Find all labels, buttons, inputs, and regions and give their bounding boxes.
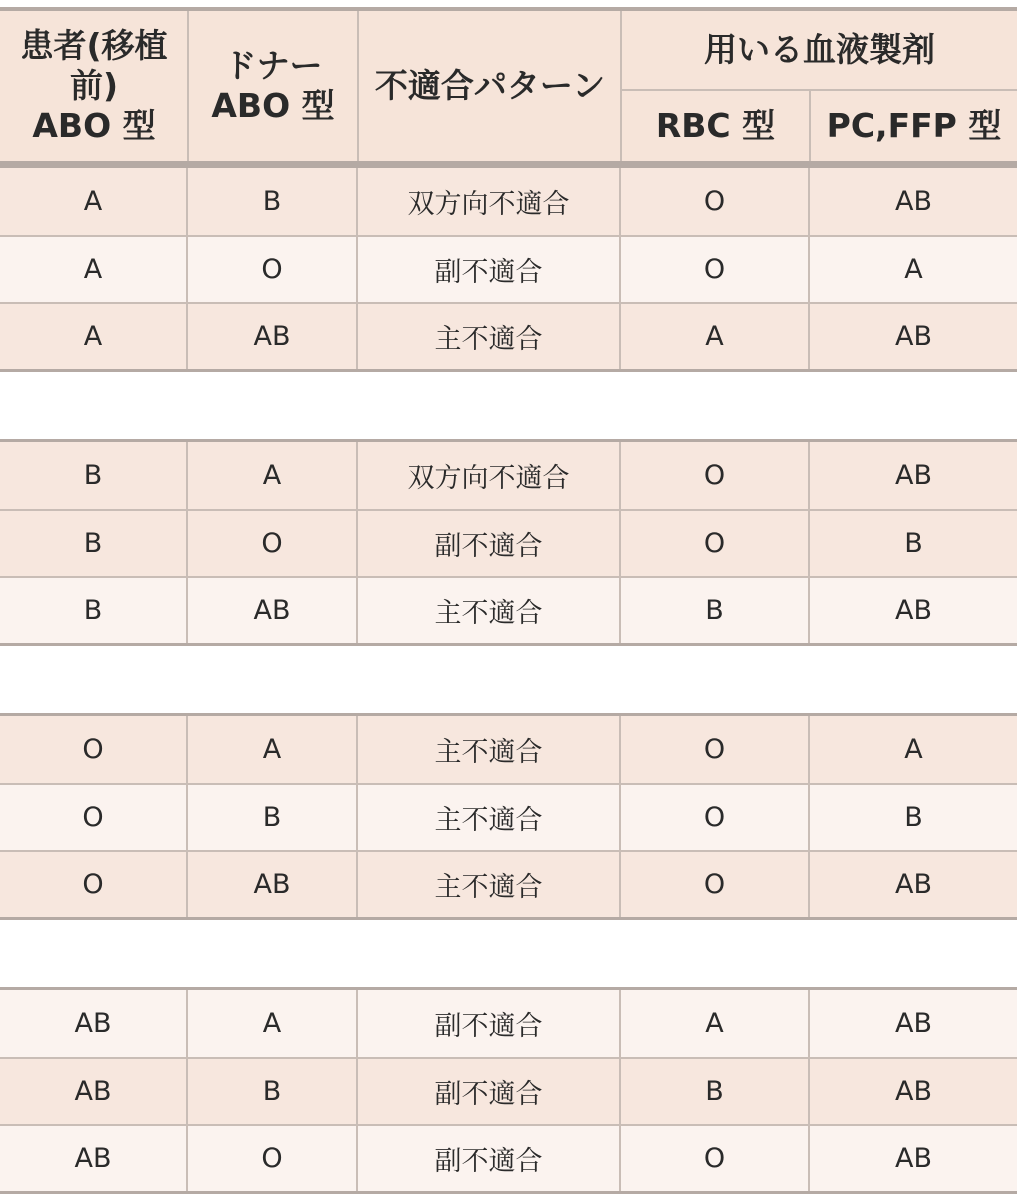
header-patient-type bbox=[0, 11, 188, 161]
cell-pattern: 副不適合 bbox=[358, 1126, 621, 1191]
cell-pc-ffp: AB bbox=[895, 1143, 932, 1174]
cell-donor: B bbox=[188, 1059, 358, 1124]
cell-pc-ffp: A bbox=[904, 734, 923, 765]
header-pattern bbox=[359, 11, 621, 161]
cell-pc-ffp: AB bbox=[895, 595, 932, 626]
cell-pattern: 主不適合 bbox=[358, 304, 621, 369]
cell-rbc: O bbox=[621, 785, 810, 850]
cell-pattern: 主不適合 bbox=[358, 785, 621, 850]
cell-pattern: 主不適合 bbox=[358, 852, 621, 917]
table-row bbox=[0, 990, 1017, 1057]
cell-pattern: 副不適合 bbox=[358, 990, 621, 1057]
cell-rbc: O bbox=[621, 168, 810, 235]
cell-pattern: 副不適合 bbox=[358, 237, 621, 302]
table-row bbox=[0, 168, 1017, 235]
cell-donor: A bbox=[188, 990, 358, 1057]
table-row bbox=[0, 576, 1017, 643]
table-row bbox=[0, 509, 1017, 576]
cell-pc-ffp: B bbox=[904, 528, 923, 559]
cell-rbc: B bbox=[621, 578, 810, 643]
table-row bbox=[0, 442, 1017, 509]
table-row bbox=[0, 1124, 1017, 1191]
cell-rbc: A bbox=[621, 990, 810, 1057]
group-spacer bbox=[0, 920, 1017, 987]
cell-rbc: O bbox=[621, 442, 810, 509]
cell-rbc: A bbox=[621, 304, 810, 369]
cell-rbc: O bbox=[621, 237, 810, 302]
cell-patient: O bbox=[0, 852, 188, 917]
cell-rbc: O bbox=[621, 511, 810, 576]
table-group-a bbox=[0, 165, 1017, 372]
cell-pattern: 副不適合 bbox=[358, 511, 621, 576]
cell-pc-ffp: AB bbox=[895, 869, 932, 900]
cell-donor: AB bbox=[188, 304, 358, 369]
cell-rbc: O bbox=[621, 852, 810, 917]
cell-donor: A bbox=[188, 716, 358, 783]
table-group-ab bbox=[0, 987, 1017, 1194]
table-row bbox=[0, 783, 1017, 850]
table-row bbox=[0, 302, 1017, 369]
header-patient-line-3: ABO 型 bbox=[32, 106, 156, 146]
cell-pattern: 双方向不適合 bbox=[358, 442, 621, 509]
cell-pc-ffp: AB bbox=[895, 1076, 932, 1107]
table-group-o bbox=[0, 713, 1017, 920]
cell-pattern: 主不適合 bbox=[358, 578, 621, 643]
header-rbc-label: RBC 型 bbox=[655, 105, 776, 145]
cell-patient: A bbox=[0, 237, 188, 302]
abo-compatibility-table bbox=[0, 7, 1017, 1194]
cell-rbc: O bbox=[621, 1126, 810, 1191]
cell-donor: O bbox=[188, 237, 358, 302]
header-rbc bbox=[622, 91, 809, 161]
cell-donor: AB bbox=[188, 852, 358, 917]
table-row bbox=[0, 850, 1017, 917]
cell-donor: B bbox=[188, 168, 358, 235]
cell-donor: A bbox=[188, 442, 358, 509]
table-row bbox=[0, 716, 1017, 783]
header-pc-ffp-label: PC,FFP 型 bbox=[826, 105, 1002, 145]
header-donor-type bbox=[189, 11, 357, 161]
cell-pc-ffp: AB bbox=[895, 186, 932, 217]
cell-pattern: 主不適合 bbox=[358, 716, 621, 783]
header-products bbox=[622, 11, 1017, 89]
group-spacer bbox=[0, 372, 1017, 439]
header-products-label: 用いる血液製剤 bbox=[704, 29, 935, 69]
table-row bbox=[0, 1057, 1017, 1124]
group-spacer bbox=[0, 646, 1017, 713]
cell-donor: O bbox=[188, 1126, 358, 1191]
table-row bbox=[0, 235, 1017, 302]
cell-pc-ffp: A bbox=[904, 254, 923, 285]
cell-donor: O bbox=[188, 511, 358, 576]
cell-donor: B bbox=[188, 785, 358, 850]
cell-patient: B bbox=[0, 511, 188, 576]
cell-patient: B bbox=[0, 442, 188, 509]
table-group-b bbox=[0, 439, 1017, 646]
cell-rbc: O bbox=[621, 716, 810, 783]
header-patient-line-1: 患者(移植 bbox=[20, 25, 168, 65]
cell-patient: A bbox=[0, 304, 188, 369]
cell-rbc: B bbox=[621, 1059, 810, 1124]
header-donor-line-1: ドナー bbox=[223, 45, 323, 85]
cell-patient: AB bbox=[0, 1126, 188, 1191]
cell-donor: AB bbox=[188, 578, 358, 643]
cell-patient: O bbox=[0, 716, 188, 783]
cell-patient: A bbox=[0, 168, 188, 235]
cell-pc-ffp: AB bbox=[895, 321, 932, 352]
cell-patient: AB bbox=[0, 990, 188, 1057]
header-donor-line-2: ABO 型 bbox=[211, 86, 335, 125]
cell-pc-ffp: B bbox=[904, 802, 923, 833]
cell-patient: O bbox=[0, 785, 188, 850]
header-pc-ffp bbox=[811, 91, 1017, 161]
cell-pattern: 副不適合 bbox=[358, 1059, 621, 1124]
cell-patient: AB bbox=[0, 1059, 188, 1124]
header-patient-line-2: 前) bbox=[69, 65, 119, 105]
cell-patient: B bbox=[0, 578, 188, 643]
cell-pc-ffp: AB bbox=[895, 1008, 932, 1039]
cell-pc-ffp: AB bbox=[895, 460, 932, 491]
table-header bbox=[0, 7, 1017, 165]
header-pattern-label: 不適合パターン bbox=[374, 65, 606, 105]
cell-pattern: 双方向不適合 bbox=[358, 168, 621, 235]
